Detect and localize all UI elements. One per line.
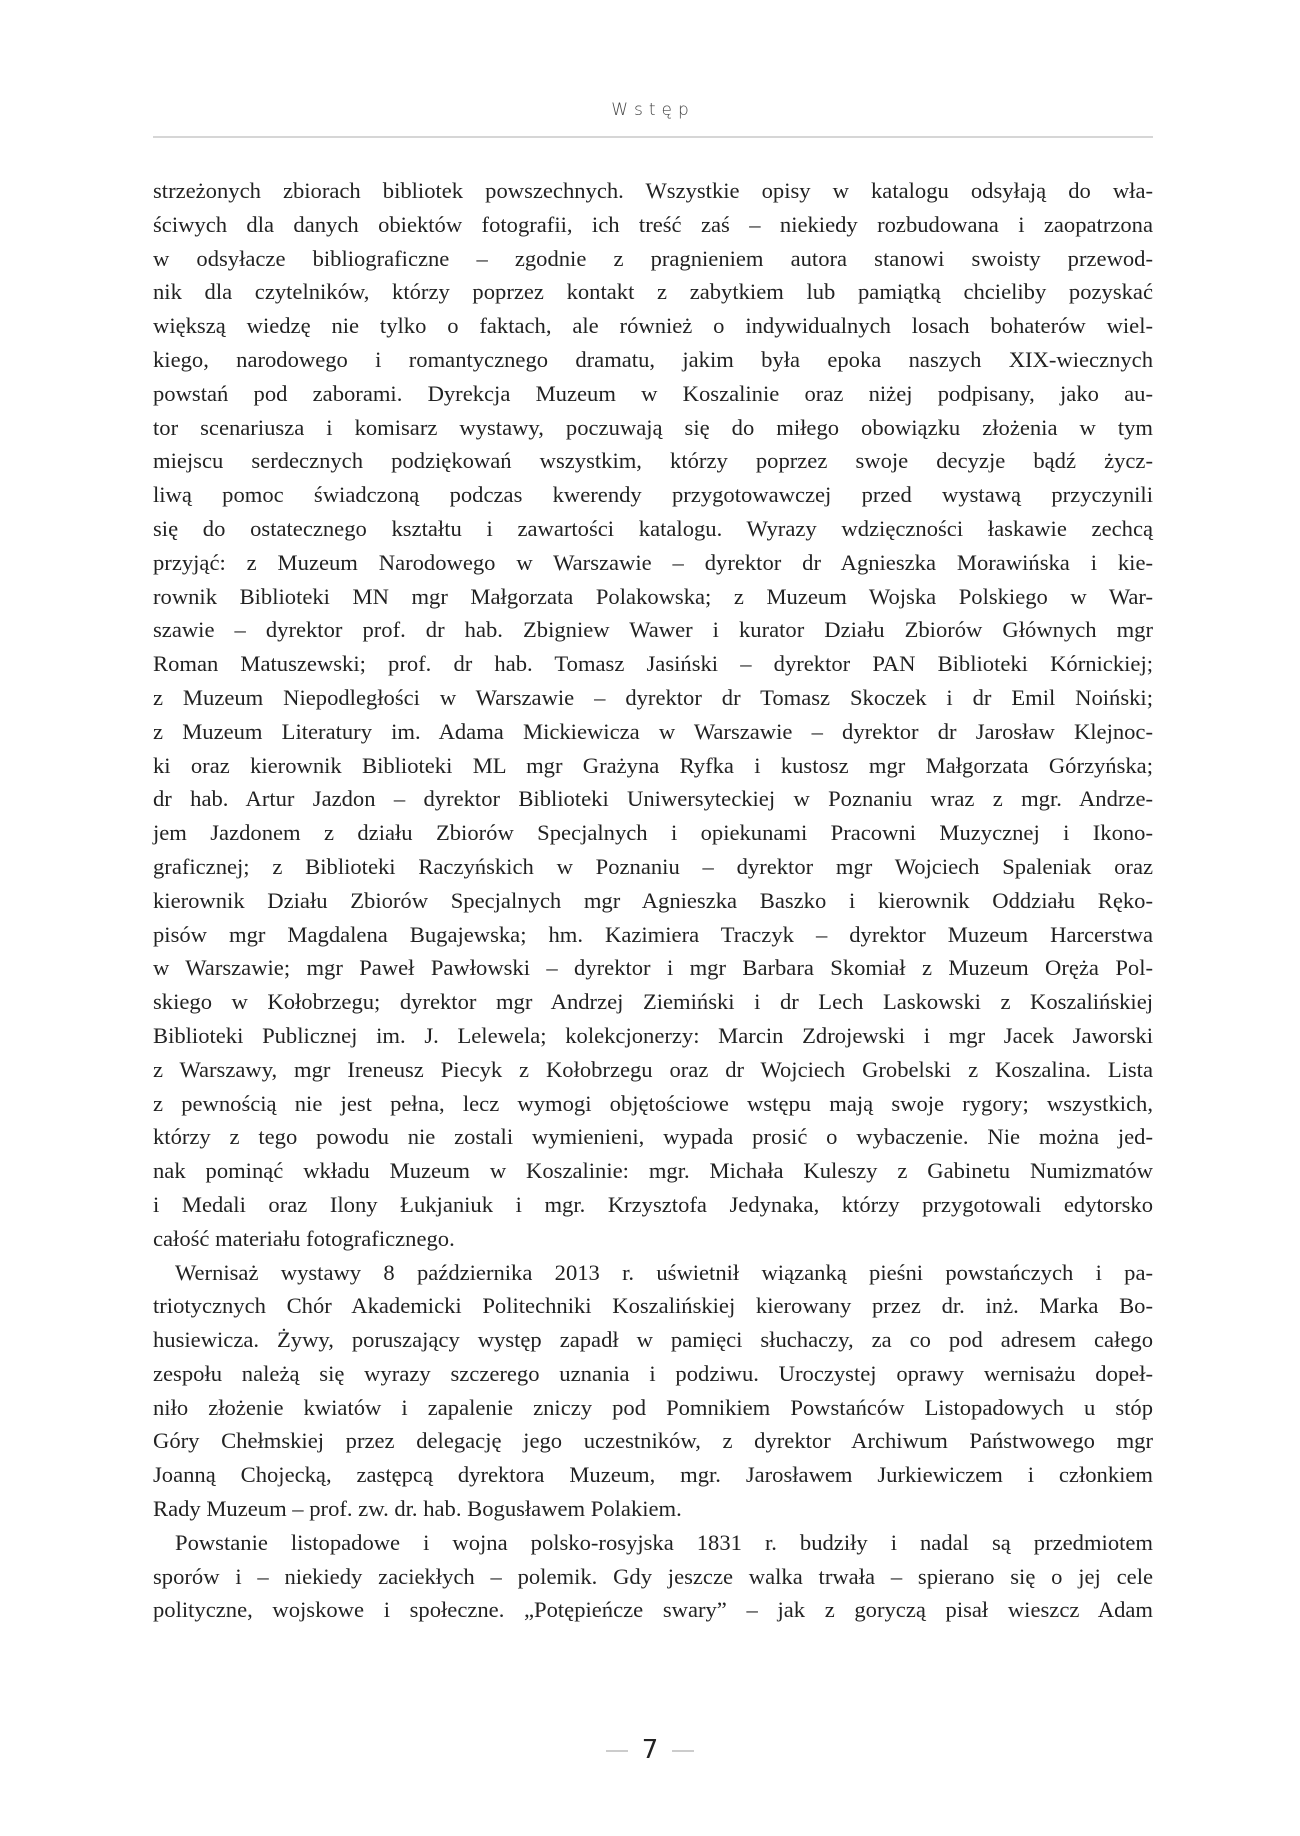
page-number: 7 [641, 1735, 659, 1765]
text-line: strzeżonych zbiorach bibliotek powszechnych. Wszystkie opisy w katalogu odsyłają do wła- [153, 178, 1153, 203]
text-line: liwą pomoc świadczoną podczas kwerendy przygotowawczej przed wystawą przyczynili [153, 482, 1153, 508]
text-line: się do ostatecznego kształtu i zawartości katalogu. Wyrazy wdzięczności łaskawie zechcą [153, 515, 1153, 541]
text-line: nik dla czytelników, którzy poprzez kontakt z zabytkiem lub pamiątką chcieliby pozyskać [153, 279, 1153, 305]
text-line: nak pominąć wkładu Muzeum w Koszalinie: mgr. Michała Kuleszy z Gabinetu Numizmatów [153, 1158, 1153, 1184]
text-line: jem Jazdonem z działu Zbiorów Specjalnych i opiekunami Pracowni Muzycznej i Ikono- [153, 820, 1153, 846]
text-line: skiego w Kołobrzegu; dyrektor mgr Andrzej Ziemiński i dr Lech Laskowski z Koszalińskiej [153, 989, 1153, 1015]
text-line: Biblioteki Publicznej im. J. Lelewela; kolekcjonerzy: Marcin Zdrojewski i mgr Jacek Jaworski [153, 1022, 1153, 1048]
text-line: husiewicza. Żywy, poruszający występ zapadł w pamięci słuchaczy, za co pod adresem całego [153, 1327, 1153, 1353]
text-line: i Medali oraz Ilony Łukjaniuk i mgr. Krzysztofa Jedynaka, którzy przygotowali edytorsko [153, 1191, 1153, 1217]
text-line: polityczne, wojskowe i społeczne. „Potępieńcze swary” – jak z goryczą pisał wieszcz Adam [153, 1597, 1153, 1623]
text-line: przyjąć: z Muzeum Narodowego w Warszawie – dyrektor dr Agnieszka Morawińska i kie- [153, 549, 1153, 575]
text-line: którzy z tego powodu nie zostali wymienieni, wypada prosić o wybaczenie. Nie można jed- [153, 1124, 1153, 1150]
text-line: Rady Muzeum – prof. zw. dr. hab. Bogusławem Polakiem. [153, 1496, 682, 1522]
header-rule [153, 136, 1153, 138]
text-line: ściwych dla danych obiektów fotografii, ich treść zaś – niekiedy rozbudowana i zaopatrzona [153, 211, 1153, 237]
text-line: ki oraz kierownik Biblioteki ML mgr Grażyna Ryfka i kustosz mgr Małgorzata Górzyńska; [153, 752, 1153, 778]
text-line: graficznej; z Biblioteki Raczyńskich w Poznaniu – dyrektor mgr Wojciech Spaleniak oraz [153, 853, 1153, 879]
text-line: Roman Matuszewski; prof. dr hab. Tomasz Jasiński – dyrektor PAN Biblioteki Kórnickiej; [153, 651, 1153, 677]
text-line: Wernisaż wystawy 8 października 2013 r. uświetnił wiązanką pieśni powstańczych i pa- [175, 1259, 1153, 1285]
text-line: szawie – dyrektor prof. dr hab. Zbigniew Wawer i kurator Działu Zbiorów Głównych mgr [153, 617, 1153, 643]
text-line: triotycznych Chór Akademicki Politechniki Koszalińskiej kierowany przez dr. inż. Marka Bo- [153, 1293, 1153, 1319]
text-line: większą wiedzę nie tylko o faktach, ale również o indywidualnych losach bohaterów wiel- [153, 313, 1153, 339]
text-line: kiego, narodowego i romantycznego dramatu, jakim była epoka naszych XIX-wiecznych [153, 346, 1153, 372]
text-line: z Warszawy, mgr Ireneusz Piecyk z Kołobrzegu oraz dr Wojciech Grobelski z Koszalina. Lista [153, 1056, 1153, 1082]
text-line: Joanną Chojecką, zastępcą dyrektora Muzeum, mgr. Jarosławem Jurkiewiczem i członkiem [153, 1462, 1153, 1488]
text-line: miejscu serdecznych podziękowań wszystkim, którzy poprzez swoje decyzje bądź życz- [153, 448, 1153, 474]
text-line: rownik Biblioteki MN mgr Małgorzata Polakowska; z Muzeum Wojska Polskiego w War- [153, 583, 1153, 609]
text-line: powstań pod zaborami. Dyrekcja Muzeum w Koszalinie oraz niżej podpisany, jako au- [153, 380, 1153, 406]
text-line: dr hab. Artur Jazdon – dyrektor Biblioteki Uniwersyteckiej w Poznaniu wraz z mgr. Andrze- [153, 786, 1153, 812]
text-line: sporów i – niekiedy zaciekłych – polemik. Gdy jeszcze walka trwała – spierano się o jej cele [153, 1563, 1153, 1589]
text-line: z Muzeum Niepodległości w Warszawie – dyrektor dr Tomasz Skoczek i dr Emil Noiński; [153, 684, 1153, 710]
text-line: w Warszawie; mgr Paweł Pawłowski – dyrektor i mgr Barbara Skomiał z Muzeum Oręża Pol- [153, 955, 1153, 981]
body-text [153, 174, 1153, 1627]
text-line: Góry Chełmskiej przez delegację jego uczestników, z dyrektor Archiwum Państwowego mgr [153, 1428, 1153, 1454]
text-line: pisów mgr Magdalena Bugajewska; hm. Kazimiera Traczyk – dyrektor Muzeum Harcerstwa [153, 921, 1153, 947]
text-line: całość materiału fotograficznego. [153, 1225, 455, 1251]
text-line: kierownik Działu Zbiorów Specjalnych mgr Agnieszka Baszko i kierownik Oddziału Ręko- [153, 887, 1153, 913]
text-line: w odsyłacze bibliograficzne – zgodnie z pragnieniem autora stanowi swoisty przewod- [153, 245, 1153, 271]
folio-dash-left [606, 1750, 628, 1752]
text-line: tor scenariusza i komisarz wystawy, poczuwają się do miłego obowiązku złożenia w tym [153, 414, 1153, 440]
page-footer [0, 1735, 1300, 1765]
running-head: Wstęp [611, 100, 695, 120]
text-line: z Muzeum Literatury im. Adama Mickiewicza w Warszawie – dyrektor dr Jarosław Klejnoc- [153, 718, 1153, 744]
text-line: z pewnością nie jest pełna, lecz wymogi objętościowe wstępu mają swoje rygory; wszystkich, [153, 1090, 1153, 1116]
text-line: zespołu należą się wyrazy szczerego uznania i podziwu. Uroczystej oprawy wernisażu dopeł- [153, 1360, 1153, 1386]
folio-dash-right [672, 1750, 694, 1752]
text-line: Powstanie listopadowe i wojna polsko-rosyjska 1831 r. budziły i nadal są przedmiotem [175, 1529, 1153, 1555]
text-line: niło złożenie kwiatów i zapalenie zniczy pod Pomnikiem Powstańców Listopadowych u stóp [153, 1394, 1153, 1420]
